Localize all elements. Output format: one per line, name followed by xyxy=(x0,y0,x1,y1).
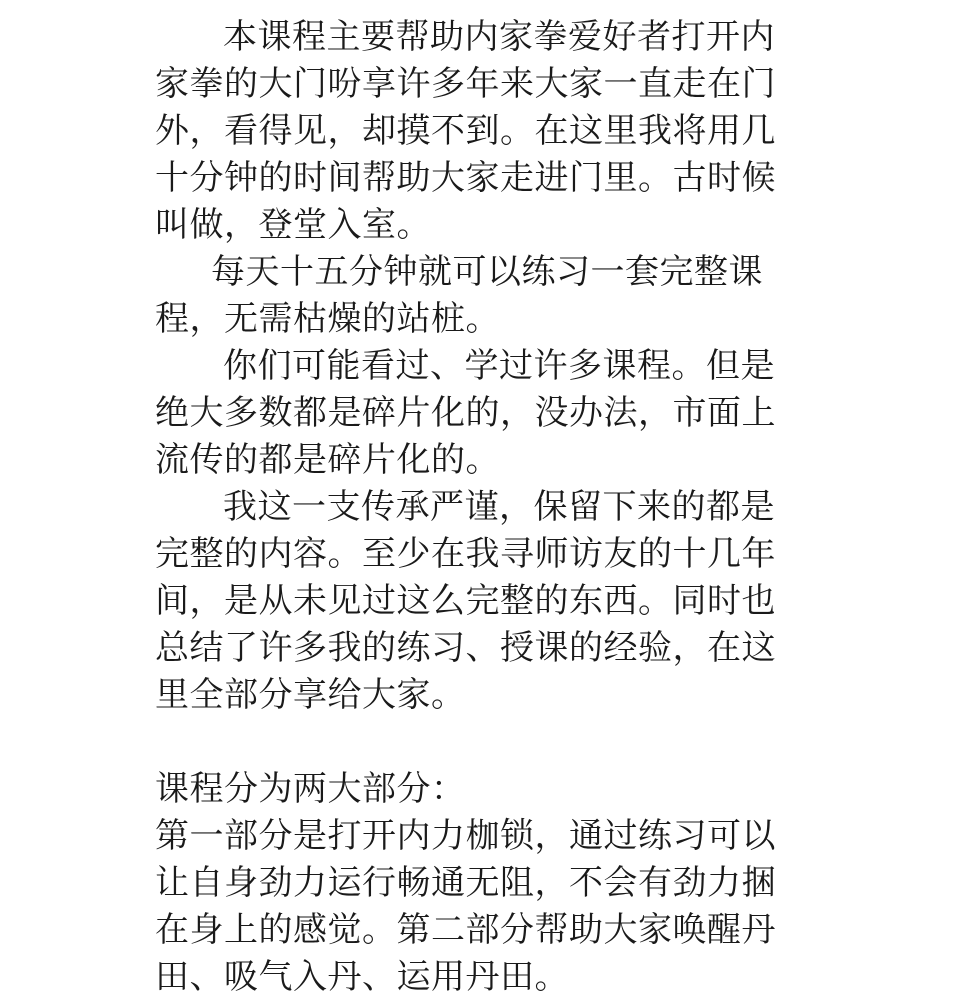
section-heading: 课程分为两大部分： xyxy=(155,769,466,809)
paragraph-3 xyxy=(155,343,775,484)
text-line: 外，看得见，却摸不到。在这里我将用几 xyxy=(155,111,776,151)
text-line: 流传的都是碎片化的。 xyxy=(155,440,500,480)
text-line: 每天十五分钟就可以练习一套完整课 xyxy=(211,252,763,292)
text-line: 十分钟的时间帮助大家走进门里。古时候 xyxy=(155,158,776,198)
paragraph-2 xyxy=(155,249,775,343)
paragraph-4 xyxy=(155,484,775,719)
document-body xyxy=(155,14,775,1001)
text-line: 在身上的感觉。第二部分帮助大家唤醒丹 xyxy=(155,910,776,950)
text-line: 完整的内容。至少在我寻师访友的十几年 xyxy=(155,534,776,574)
text-line: 叫做，登堂入室。 xyxy=(155,205,431,245)
text-line: 总结了许多我的练习、授课的经验，在这 xyxy=(155,628,776,668)
text-line: 田、吸气入丹、运用丹田。 xyxy=(155,957,569,997)
text-line: 绝大多数都是碎片化的，没办法，市面上 xyxy=(155,393,776,433)
text-line: 第一部分是打开内力枷锁，通过练习可以 xyxy=(155,816,776,856)
text-line: 程，无需枯燥的站桩。 xyxy=(155,299,500,339)
text-line: 里全部分享给大家。 xyxy=(155,675,466,715)
text-line: 让自身劲力运行畅通无阻，不会有劲力捆 xyxy=(155,863,776,903)
text-line: 家拳的大门吩享许多年来大家一直走在门 xyxy=(155,64,776,104)
text-line: 我这一支传承严谨，保留下来的都是 xyxy=(223,487,775,527)
text-line: 本课程主要帮助内家拳爱好者打开内 xyxy=(223,17,775,57)
paragraph-5 xyxy=(155,766,775,1001)
paragraph-1 xyxy=(155,14,775,249)
text-line: 你们可能看过、学过许多课程。但是 xyxy=(223,346,775,386)
blank-line xyxy=(155,719,775,766)
text-line: 间，是从未见过这么完整的东西。同时也 xyxy=(155,581,776,621)
